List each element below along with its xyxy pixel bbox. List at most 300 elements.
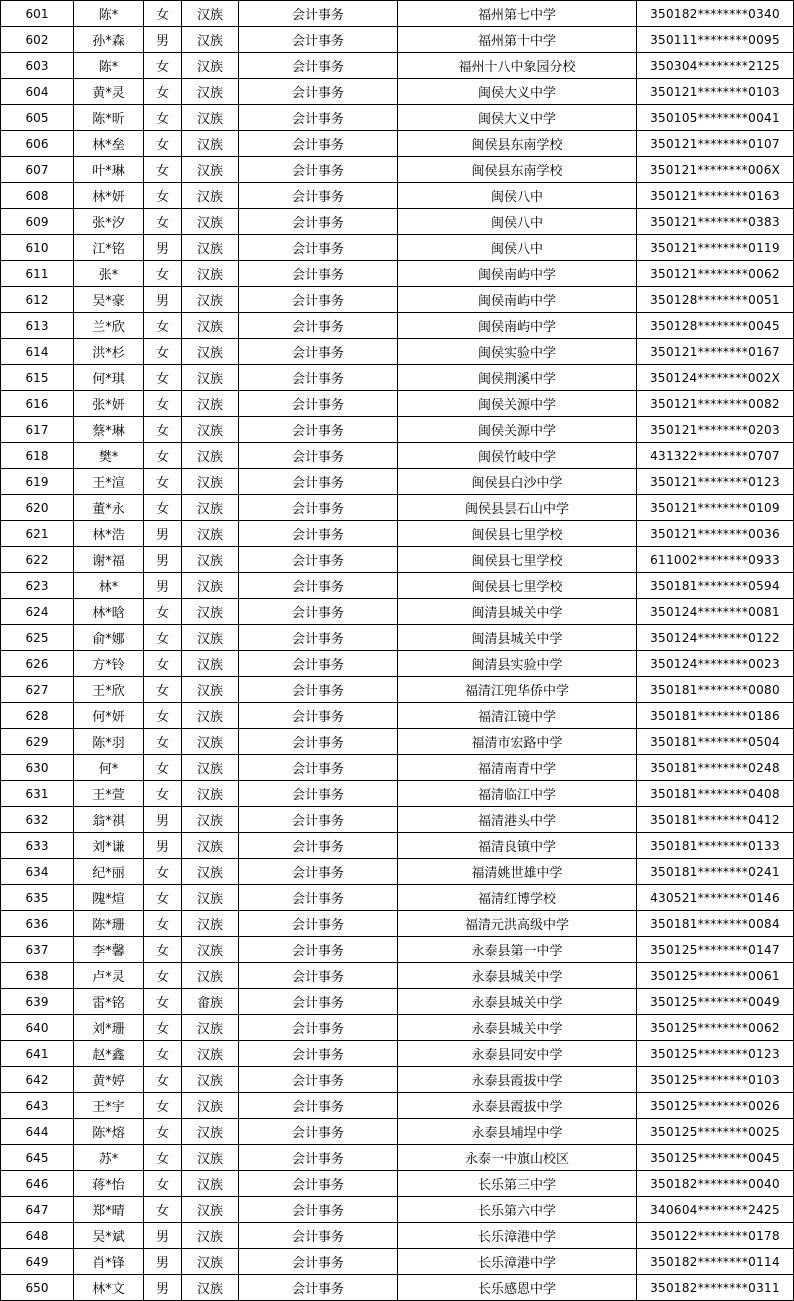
id-number: 350121********0203	[637, 417, 794, 443]
table-row	[1, 313, 794, 339]
row-number: 626	[1, 651, 74, 677]
ethnicity: 汉族	[182, 729, 239, 755]
id-number: 350111********0095	[637, 27, 794, 53]
row-number: 614	[1, 339, 74, 365]
row-number: 606	[1, 131, 74, 157]
ethnicity: 汉族	[182, 885, 239, 911]
id-number: 350121********0383	[637, 209, 794, 235]
gender: 女	[144, 963, 182, 989]
major: 会计事务	[239, 53, 398, 79]
row-number: 630	[1, 755, 74, 781]
major: 会计事务	[239, 469, 398, 495]
major: 会计事务	[239, 729, 398, 755]
ethnicity: 汉族	[182, 1041, 239, 1067]
school: 闽侯八中	[398, 235, 637, 261]
table-row	[1, 807, 794, 833]
id-number: 350124********0081	[637, 599, 794, 625]
major: 会计事务	[239, 677, 398, 703]
id-number: 350125********0061	[637, 963, 794, 989]
gender: 女	[144, 885, 182, 911]
table-row	[1, 573, 794, 599]
table-row	[1, 443, 794, 469]
ethnicity: 汉族	[182, 807, 239, 833]
gender: 男	[144, 521, 182, 547]
major: 会计事务	[239, 859, 398, 885]
id-number: 350105********0041	[637, 105, 794, 131]
gender: 女	[144, 1015, 182, 1041]
ethnicity: 汉族	[182, 651, 239, 677]
major: 会计事务	[239, 105, 398, 131]
major: 会计事务	[239, 651, 398, 677]
gender: 女	[144, 989, 182, 1015]
id-number: 350128********0051	[637, 287, 794, 313]
student-name: 江*铭	[74, 235, 144, 261]
gender: 女	[144, 599, 182, 625]
id-number: 350181********0412	[637, 807, 794, 833]
table-row	[1, 703, 794, 729]
id-number: 430521********0146	[637, 885, 794, 911]
student-name: 董*永	[74, 495, 144, 521]
student-name: 张*汐	[74, 209, 144, 235]
row-number: 632	[1, 807, 74, 833]
row-number: 631	[1, 781, 74, 807]
school: 永泰县城关中学	[398, 989, 637, 1015]
ethnicity: 汉族	[182, 469, 239, 495]
row-number: 620	[1, 495, 74, 521]
id-number: 350125********0045	[637, 1145, 794, 1171]
id-number: 350125********0062	[637, 1015, 794, 1041]
table-row	[1, 989, 794, 1015]
student-name: 何*	[74, 755, 144, 781]
major: 会计事务	[239, 547, 398, 573]
ethnicity: 汉族	[182, 1, 239, 27]
id-number: 350128********0045	[637, 313, 794, 339]
ethnicity: 汉族	[182, 1145, 239, 1171]
major: 会计事务	[239, 937, 398, 963]
school: 闽侯竹岐中学	[398, 443, 637, 469]
ethnicity: 汉族	[182, 833, 239, 859]
major: 会计事务	[239, 157, 398, 183]
id-number: 350121********0167	[637, 339, 794, 365]
row-number: 611	[1, 261, 74, 287]
major: 会计事务	[239, 313, 398, 339]
id-number: 350125********0025	[637, 1119, 794, 1145]
ethnicity: 汉族	[182, 209, 239, 235]
school: 永泰县霞拔中学	[398, 1093, 637, 1119]
table-row	[1, 1041, 794, 1067]
ethnicity: 汉族	[182, 365, 239, 391]
row-number: 638	[1, 963, 74, 989]
school: 永泰一中旗山校区	[398, 1145, 637, 1171]
major: 会计事务	[239, 521, 398, 547]
ethnicity: 汉族	[182, 625, 239, 651]
gender: 女	[144, 183, 182, 209]
major: 会计事务	[239, 989, 398, 1015]
student-name: 陈*羽	[74, 729, 144, 755]
school: 永泰县埔埕中学	[398, 1119, 637, 1145]
gender: 女	[144, 209, 182, 235]
table-row	[1, 833, 794, 859]
row-number: 609	[1, 209, 74, 235]
table-row	[1, 157, 794, 183]
table-row	[1, 495, 794, 521]
row-number: 625	[1, 625, 74, 651]
ethnicity: 汉族	[182, 131, 239, 157]
school: 闽侯关源中学	[398, 391, 637, 417]
row-number: 639	[1, 989, 74, 1015]
student-name: 郑*晴	[74, 1197, 144, 1223]
school: 闽侯县七里学校	[398, 521, 637, 547]
gender: 女	[144, 157, 182, 183]
id-number: 350122********0178	[637, 1223, 794, 1249]
major: 会计事务	[239, 391, 398, 417]
id-number: 350124********002X	[637, 365, 794, 391]
ethnicity: 汉族	[182, 391, 239, 417]
school: 闽侯实验中学	[398, 339, 637, 365]
school: 永泰县城关中学	[398, 1015, 637, 1041]
student-name: 何*琪	[74, 365, 144, 391]
student-name: 何*妍	[74, 703, 144, 729]
row-number: 644	[1, 1119, 74, 1145]
gender: 男	[144, 1249, 182, 1275]
table-row	[1, 625, 794, 651]
table-row	[1, 521, 794, 547]
id-number: 350181********0248	[637, 755, 794, 781]
student-name: 蔡*琳	[74, 417, 144, 443]
id-number: 350121********0062	[637, 261, 794, 287]
major: 会计事务	[239, 755, 398, 781]
table-row	[1, 651, 794, 677]
row-number: 635	[1, 885, 74, 911]
school: 闽清县城关中学	[398, 625, 637, 651]
id-number: 350125********0147	[637, 937, 794, 963]
major: 会计事务	[239, 963, 398, 989]
student-name: 赵*鑫	[74, 1041, 144, 1067]
gender: 男	[144, 235, 182, 261]
row-number: 637	[1, 937, 74, 963]
id-number: 340604********2425	[637, 1197, 794, 1223]
row-number: 624	[1, 599, 74, 625]
gender: 女	[144, 1, 182, 27]
gender: 女	[144, 391, 182, 417]
student-name: 陈*熔	[74, 1119, 144, 1145]
major: 会计事务	[239, 1197, 398, 1223]
ethnicity: 汉族	[182, 339, 239, 365]
school: 福清良镇中学	[398, 833, 637, 859]
student-name: 翁*祺	[74, 807, 144, 833]
gender: 男	[144, 1275, 182, 1301]
student-name: 樊*	[74, 443, 144, 469]
row-number: 642	[1, 1067, 74, 1093]
ethnicity: 汉族	[182, 521, 239, 547]
gender: 女	[144, 53, 182, 79]
ethnicity: 汉族	[182, 313, 239, 339]
major: 会计事务	[239, 1223, 398, 1249]
school: 闽侯大义中学	[398, 79, 637, 105]
major: 会计事务	[239, 1119, 398, 1145]
id-number: 350181********0133	[637, 833, 794, 859]
id-number: 350182********0340	[637, 1, 794, 27]
table-row	[1, 235, 794, 261]
id-number: 350125********0103	[637, 1067, 794, 1093]
major: 会计事务	[239, 261, 398, 287]
row-number: 602	[1, 27, 74, 53]
student-name: 刘*珊	[74, 1015, 144, 1041]
row-number: 617	[1, 417, 74, 443]
table-row	[1, 1171, 794, 1197]
ethnicity: 汉族	[182, 963, 239, 989]
row-number: 621	[1, 521, 74, 547]
school: 福清南青中学	[398, 755, 637, 781]
table-row	[1, 1015, 794, 1041]
row-number: 633	[1, 833, 74, 859]
gender: 女	[144, 859, 182, 885]
row-number: 647	[1, 1197, 74, 1223]
row-number: 627	[1, 677, 74, 703]
row-number: 616	[1, 391, 74, 417]
ethnicity: 汉族	[182, 937, 239, 963]
table-row	[1, 365, 794, 391]
ethnicity: 汉族	[182, 157, 239, 183]
major: 会计事务	[239, 885, 398, 911]
gender: 女	[144, 911, 182, 937]
gender: 女	[144, 937, 182, 963]
table-row	[1, 1197, 794, 1223]
major: 会计事务	[239, 1275, 398, 1301]
row-number: 613	[1, 313, 74, 339]
school: 长乐漳港中学	[398, 1249, 637, 1275]
id-number: 350121********0119	[637, 235, 794, 261]
id-number: 350182********0040	[637, 1171, 794, 1197]
school: 闽侯县七里学校	[398, 573, 637, 599]
row-number: 618	[1, 443, 74, 469]
ethnicity: 汉族	[182, 859, 239, 885]
table-row	[1, 183, 794, 209]
ethnicity: 汉族	[182, 1197, 239, 1223]
table-row	[1, 417, 794, 443]
gender: 男	[144, 1223, 182, 1249]
major: 会计事务	[239, 703, 398, 729]
student-name: 陈*	[74, 53, 144, 79]
id-number: 350182********0311	[637, 1275, 794, 1301]
ethnicity: 汉族	[182, 703, 239, 729]
ethnicity: 汉族	[182, 1249, 239, 1275]
school: 长乐感恩中学	[398, 1275, 637, 1301]
ethnicity: 汉族	[182, 235, 239, 261]
student-name: 陈*昕	[74, 105, 144, 131]
ethnicity: 汉族	[182, 911, 239, 937]
id-number: 350182********0114	[637, 1249, 794, 1275]
student-name: 纪*丽	[74, 859, 144, 885]
gender: 女	[144, 1119, 182, 1145]
major: 会计事务	[239, 287, 398, 313]
table-row	[1, 1223, 794, 1249]
gender: 女	[144, 417, 182, 443]
student-name: 王*渲	[74, 469, 144, 495]
table-row	[1, 1275, 794, 1301]
school: 闽侯南屿中学	[398, 261, 637, 287]
id-number: 611002********0933	[637, 547, 794, 573]
student-name: 黄*灵	[74, 79, 144, 105]
table-row	[1, 963, 794, 989]
major: 会计事务	[239, 781, 398, 807]
school: 福清姚世雄中学	[398, 859, 637, 885]
major: 会计事务	[239, 131, 398, 157]
school: 福清市宏路中学	[398, 729, 637, 755]
school: 永泰县同安中学	[398, 1041, 637, 1067]
major: 会计事务	[239, 183, 398, 209]
major: 会计事务	[239, 625, 398, 651]
gender: 女	[144, 1197, 182, 1223]
student-name: 孙*森	[74, 27, 144, 53]
school: 长乐第三中学	[398, 1171, 637, 1197]
gender: 女	[144, 1093, 182, 1119]
student-name: 洪*杉	[74, 339, 144, 365]
gender: 女	[144, 131, 182, 157]
gender: 女	[144, 729, 182, 755]
gender: 女	[144, 261, 182, 287]
major: 会计事务	[239, 1, 398, 27]
ethnicity: 汉族	[182, 755, 239, 781]
school: 永泰县城关中学	[398, 963, 637, 989]
id-number: 350181********0408	[637, 781, 794, 807]
student-name: 隗*煊	[74, 885, 144, 911]
gender: 女	[144, 339, 182, 365]
school: 福清临江中学	[398, 781, 637, 807]
school: 长乐第六中学	[398, 1197, 637, 1223]
id-number: 350121********0036	[637, 521, 794, 547]
school: 福清江镜中学	[398, 703, 637, 729]
gender: 男	[144, 807, 182, 833]
row-number: 608	[1, 183, 74, 209]
table-row	[1, 27, 794, 53]
id-number: 350125********0049	[637, 989, 794, 1015]
ethnicity: 汉族	[182, 1015, 239, 1041]
school: 闽侯县东南学校	[398, 131, 637, 157]
student-name: 俞*娜	[74, 625, 144, 651]
row-number: 634	[1, 859, 74, 885]
student-name: 张*妍	[74, 391, 144, 417]
student-name: 吴*斌	[74, 1223, 144, 1249]
table-row	[1, 911, 794, 937]
table-row	[1, 209, 794, 235]
table-row	[1, 105, 794, 131]
id-number: 350181********0241	[637, 859, 794, 885]
table-row	[1, 79, 794, 105]
row-number: 648	[1, 1223, 74, 1249]
ethnicity: 汉族	[182, 1119, 239, 1145]
school: 闽清县实验中学	[398, 651, 637, 677]
major: 会计事务	[239, 599, 398, 625]
student-name: 王*欣	[74, 677, 144, 703]
gender: 女	[144, 443, 182, 469]
row-number: 605	[1, 105, 74, 131]
row-number: 619	[1, 469, 74, 495]
gender: 女	[144, 651, 182, 677]
table-row	[1, 1067, 794, 1093]
table-row	[1, 53, 794, 79]
student-name: 吴*豪	[74, 287, 144, 313]
major: 会计事务	[239, 1067, 398, 1093]
table-row	[1, 1119, 794, 1145]
table-row	[1, 131, 794, 157]
row-number: 607	[1, 157, 74, 183]
id-number: 350121********0109	[637, 495, 794, 521]
major: 会计事务	[239, 1015, 398, 1041]
gender: 女	[144, 105, 182, 131]
ethnicity: 汉族	[182, 781, 239, 807]
id-number: 350125********0123	[637, 1041, 794, 1067]
gender: 女	[144, 1067, 182, 1093]
row-number: 643	[1, 1093, 74, 1119]
row-number: 615	[1, 365, 74, 391]
major: 会计事务	[239, 79, 398, 105]
row-number: 623	[1, 573, 74, 599]
gender: 女	[144, 625, 182, 651]
gender: 女	[144, 365, 182, 391]
major: 会计事务	[239, 495, 398, 521]
major: 会计事务	[239, 807, 398, 833]
student-name: 陈*	[74, 1, 144, 27]
major: 会计事务	[239, 209, 398, 235]
major: 会计事务	[239, 235, 398, 261]
student-name: 兰*欣	[74, 313, 144, 339]
ethnicity: 汉族	[182, 495, 239, 521]
student-name: 谢*福	[74, 547, 144, 573]
student-name: 林*垒	[74, 131, 144, 157]
school: 闽侯县东南学校	[398, 157, 637, 183]
school: 福州第七中学	[398, 1, 637, 27]
ethnicity: 汉族	[182, 183, 239, 209]
ethnicity: 汉族	[182, 261, 239, 287]
id-number: 350181********0594	[637, 573, 794, 599]
student-name: 陈*珊	[74, 911, 144, 937]
id-number: 350121********0163	[637, 183, 794, 209]
student-name: 林*浩	[74, 521, 144, 547]
id-number: 350181********0084	[637, 911, 794, 937]
student-name: 黄*婷	[74, 1067, 144, 1093]
id-number: 350121********0103	[637, 79, 794, 105]
major: 会计事务	[239, 365, 398, 391]
row-number: 646	[1, 1171, 74, 1197]
student-name: 林*妍	[74, 183, 144, 209]
school: 闽侯县七里学校	[398, 547, 637, 573]
ethnicity: 畲族	[182, 989, 239, 1015]
school: 福州第十中学	[398, 27, 637, 53]
gender: 男	[144, 573, 182, 599]
row-number: 629	[1, 729, 74, 755]
table-row	[1, 937, 794, 963]
ethnicity: 汉族	[182, 547, 239, 573]
gender: 男	[144, 27, 182, 53]
table-row	[1, 677, 794, 703]
table-row	[1, 547, 794, 573]
table-row	[1, 729, 794, 755]
major: 会计事务	[239, 833, 398, 859]
school: 福清江兜华侨中学	[398, 677, 637, 703]
student-name: 张*	[74, 261, 144, 287]
row-number: 641	[1, 1041, 74, 1067]
id-number: 350121********0107	[637, 131, 794, 157]
table-row	[1, 1093, 794, 1119]
ethnicity: 汉族	[182, 1275, 239, 1301]
ethnicity: 汉族	[182, 1067, 239, 1093]
table-row	[1, 1145, 794, 1171]
row-number: 649	[1, 1249, 74, 1275]
major: 会计事务	[239, 1041, 398, 1067]
ethnicity: 汉族	[182, 1093, 239, 1119]
ethnicity: 汉族	[182, 1223, 239, 1249]
